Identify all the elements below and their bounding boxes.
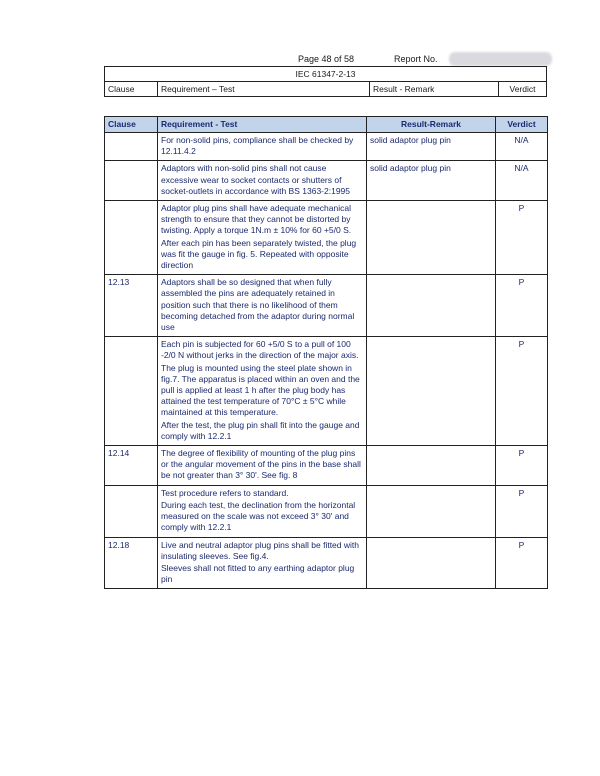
table-row [105,161,548,201]
page-header [0,54,600,66]
result-remark-cell: solid adaptor plug pin [367,161,496,201]
clause-cell [105,133,158,161]
requirement-paragraph: Adaptors shall be so designed that when fully assembled the pins are adequately retained in position such that there is no likelihood of them becoming detached from the adaptor during normal use [161,277,355,333]
result-remark-cell [367,446,496,486]
header-col-clause: Clause [105,82,158,97]
requirements-table [104,116,548,589]
verdict-cell: P [496,446,548,486]
requirement-cell [158,275,367,337]
clause-cell [105,201,158,275]
clause-cell: 12.13 [105,275,158,337]
verdict-cell: P [496,337,548,446]
result-remark-cell [367,275,496,337]
requirement-paragraph: Adaptors with non-solid pins shall not cause excessive wear to socket contacts or shutters of socket-outlets in accordance with BS 1363-2:1995 [161,163,351,196]
header-col-verdict: Verdict [499,82,547,97]
requirement-cell [158,485,367,537]
requirement-paragraph: The plug is mounted using the steel plate shown in fig.7. The apparatus is placed within an oven and the pull is applied at least 1 h after the plug body has attained the test temperature of 70°C ± 5°C while maintained at this temperature. [161,362,360,418]
requirement-paragraph: Adaptor plug pins shall have adequate mechanical strength to ensure that they cannot be distorted by twisting. Apply a torque 1N.m ± 10% for 60 +5/0 S. [161,203,352,236]
report-number-label: Report No. [394,54,438,64]
requirement-paragraph: After each pin has been separately twisted, the plug was fit the gauge in fig. 5. Repeated with opposite direction [161,237,357,271]
col-verdict-header: Verdict [496,117,548,133]
table-header-row [105,117,548,133]
requirement-cell [158,161,367,201]
header-col-requirement: Requirement – Test [158,82,370,97]
table-row [105,537,548,589]
requirement-paragraph: Each pin is subjected for 60 +5/0 S to a pull of 100 -2/0 N without jerks in the direction of the major axis. [161,339,359,361]
requirement-paragraph: Sleeves shall not fitted to any earthing adaptor plug pin [161,562,355,585]
verdict-cell: P [496,275,548,337]
table-row [105,446,548,486]
clause-cell [105,161,158,201]
result-remark-cell: solid adaptor plug pin [367,133,496,161]
verdict-cell: P [496,537,548,589]
requirement-paragraph: Live and neutral adaptor plug pins shall be fitted with insulating sleeves. See fig.4. [161,539,359,561]
table-row [105,337,548,446]
table-row [105,485,548,537]
result-remark-cell [367,337,496,446]
table-body [105,133,548,589]
result-remark-cell [367,537,496,589]
requirement-cell [158,337,367,446]
table-row [105,275,548,337]
clause-cell [105,485,158,537]
verdict-cell: N/A [496,133,548,161]
requirement-cell [158,446,367,486]
page-number: Page 48 of 58 [298,54,355,64]
requirement-cell [158,133,367,161]
verdict-cell: P [496,485,548,537]
requirement-paragraph: Test procedure refers to standard. [161,487,289,498]
table-row [105,133,548,161]
requirement-cell [158,537,367,589]
verdict-cell: P [496,201,548,275]
result-remark-cell [367,201,496,275]
standard-title: IEC 61347-2-13 [105,67,547,82]
clause-cell: 12.18 [105,537,158,589]
redacted-report-number [449,52,552,66]
requirement-paragraph: After the test, the plug pin shall fit into the gauge and comply with 12.2.1 [161,419,360,441]
clause-cell: 12.14 [105,446,158,486]
verdict-cell: N/A [496,161,548,201]
col-requirement-header: Requirement - Test [158,117,367,133]
table-row [105,201,548,275]
result-remark-cell [367,485,496,537]
header-table [104,66,547,97]
requirement-cell [158,201,367,275]
requirement-paragraph: During each test, the declination from the horizontal measured on the scale was not exceed 3° 30' and comply with 12.2.1 [161,499,356,533]
col-result-header: Result-Remark [367,117,496,133]
requirement-paragraph: The degree of flexibility of mounting of the plug pins or the angular movement of the pins in the base shall be not greater than 3° 30'. See fig. 8 [161,448,361,481]
requirement-paragraph: For non-solid pins, compliance shall be checked by 12.11.4.2 [161,135,354,157]
clause-cell [105,337,158,446]
col-clause-header: Clause [105,117,158,133]
header-col-result: Result - Remark [370,82,499,97]
